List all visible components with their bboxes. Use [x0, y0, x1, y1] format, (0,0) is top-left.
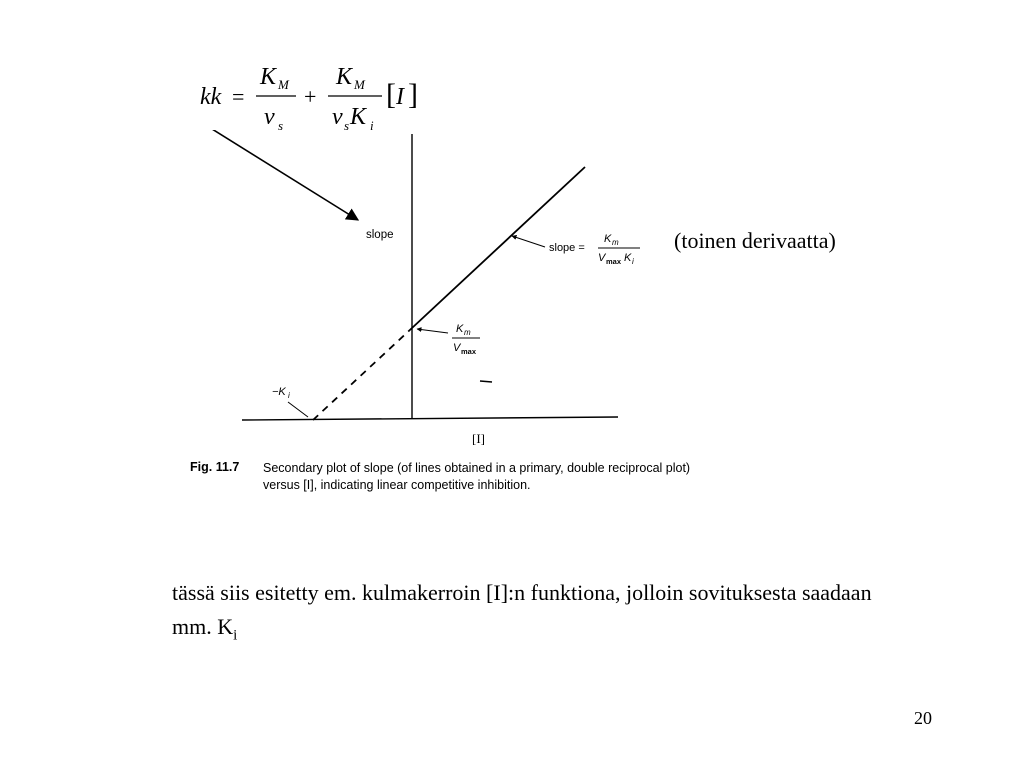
- intercept-y-pointer: [417, 329, 448, 333]
- term2-denominator-k: K: [350, 104, 367, 130]
- intercept-y-denominator-sub: max: [461, 347, 477, 356]
- intercept-y-numerator-sub: m: [464, 328, 471, 337]
- figure-caption: Secondary plot of slope (of lines obtained in a primary, double reciprocal plot) versus [I], indicating linear competitive inhibition.: [263, 461, 691, 492]
- body-text: [172, 576, 892, 652]
- term1-numerator: K: [260, 64, 277, 90]
- intercept-x-label: −K: [272, 386, 286, 398]
- formula-plus: +: [304, 84, 317, 109]
- x-axis: [242, 417, 618, 420]
- figure-number: Fig. 11.7: [190, 460, 240, 474]
- formula-lhs: kk: [200, 84, 222, 110]
- slope-denominator-v: V: [598, 252, 606, 264]
- term1-denominator-sub: s: [278, 118, 284, 133]
- slope-denominator-k: K: [624, 252, 632, 264]
- term1-denominator: v: [264, 104, 275, 130]
- pointer-arrow: [204, 130, 358, 220]
- term2-denominator-k-sub: i: [370, 118, 374, 133]
- slope-numerator-sub: m: [612, 238, 619, 247]
- term2-numerator-sub: M: [354, 77, 365, 92]
- page-number: 20: [914, 708, 932, 728]
- slope-denominator-v-sub: max: [606, 257, 622, 266]
- term2-numerator: K: [336, 64, 353, 90]
- formula: [200, 60, 440, 140]
- bracket-close: ]: [408, 78, 418, 111]
- intercept-x-sub: i: [288, 391, 290, 400]
- slope-pointer: [512, 236, 545, 247]
- intercept-x-pointer: [288, 402, 308, 417]
- bracket-variable: I: [396, 84, 404, 110]
- term2-denominator-v-sub: s: [344, 118, 350, 133]
- slope-numerator: K: [604, 233, 612, 245]
- annotation-text: (toinen derivaatta): [674, 228, 836, 253]
- tick-mark: [480, 381, 492, 382]
- plot-line-dashed: [313, 328, 412, 420]
- intercept-y-numerator: K: [456, 323, 464, 335]
- slope-denominator-k-sub: i: [632, 257, 634, 266]
- slope-axis-label: slope: [366, 229, 394, 241]
- term2-denominator-v: v: [332, 104, 343, 130]
- body-main-text: tässä siis esitetty em. kulmakerroin [I]:n funktiona, jolloin sovituksesta saadaan mm. K: [172, 580, 872, 639]
- x-axis-label: [I]: [472, 431, 485, 446]
- intercept-y-denominator: V: [453, 342, 461, 354]
- body-subscript: i: [233, 627, 238, 644]
- bracket-open: [: [386, 78, 396, 111]
- secondary-plot: [180, 130, 720, 500]
- slope-label-prefix: slope =: [549, 242, 585, 254]
- formula-equals: =: [232, 84, 245, 109]
- term1-numerator-sub: M: [278, 77, 289, 92]
